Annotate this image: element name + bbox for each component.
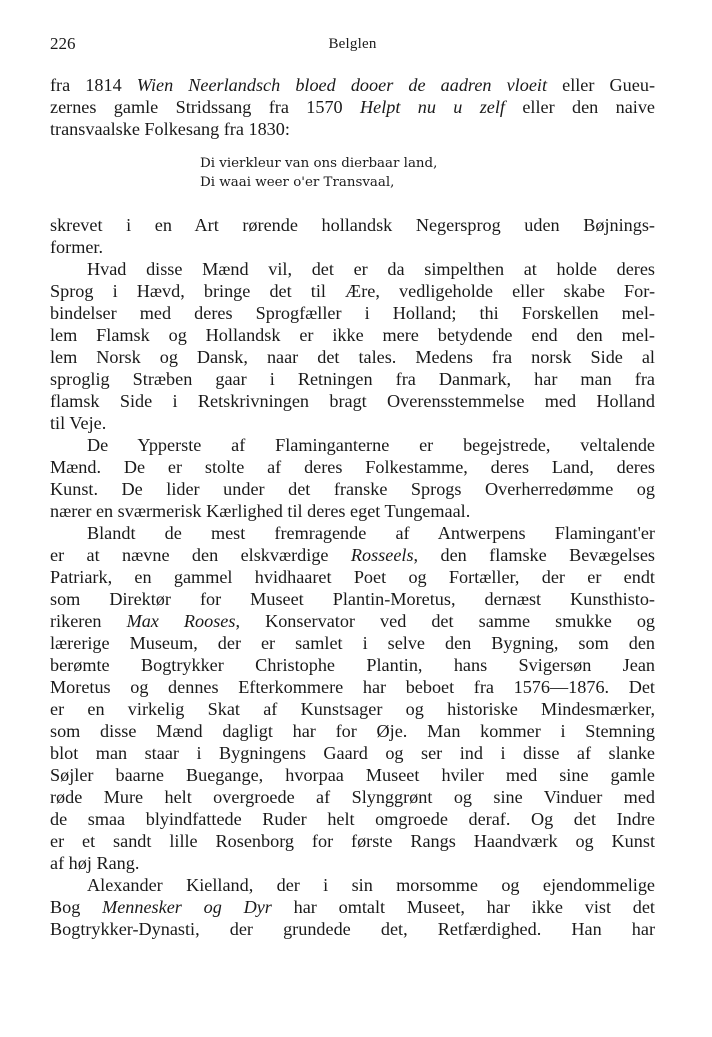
text-run: har omtalt Museet, har ikke vist det	[271, 897, 655, 917]
text-line	[50, 478, 655, 500]
italic-title: Helpt nu u zelf	[359, 97, 505, 117]
text-run: Kunst. De lider under det franske Sprogs Overherredømme og	[50, 479, 655, 499]
text-run: Blandt de mest fremragende af Antwerpens Flamingant'er	[87, 523, 655, 543]
text-line	[50, 764, 655, 786]
text-run: skrevet i en Art rørende hollandsk Negersprog uden Bøjnings-	[50, 215, 655, 235]
text-line	[50, 830, 655, 852]
text-line	[50, 676, 655, 698]
running-title: Belglen	[328, 36, 377, 52]
text-run: er en virkelig Skat af Kunstsager og historiske Mindesmærker,	[50, 699, 655, 719]
quoted-verse	[50, 154, 655, 192]
text-run: Mænd. De er stolte af deres Folkestamme, deres Land, deres	[50, 457, 655, 477]
text-line	[50, 214, 655, 236]
text-run: er at nævne den elskværdige	[50, 545, 351, 565]
text-run: er et sandt lille Rosenborg for første Rangs Haandværk og Kunst	[50, 831, 655, 851]
text-run: Bogtrykker-Dynasti, der grundede det, Retfærdighed. Han har	[50, 919, 655, 939]
text-line	[50, 720, 655, 742]
text-run: sproglig Stræben gaar i Retningen fra Danmark, har man fra	[50, 369, 655, 389]
text-run: blot man staar i Bygningens Gaard og ser ind i disse af slanke	[50, 743, 655, 763]
text-run: berømte Bogtrykker Christophe Plantin, hans Svigersøn Jean	[50, 655, 655, 675]
text-run: rikeren	[50, 611, 127, 631]
text-run: , den flamske Bevægelses	[413, 545, 655, 565]
italic-title: Mennesker og Dyr	[102, 897, 272, 917]
text-run: De Ypperste af Flaminganterne er begejstrede, veltalende	[87, 435, 655, 455]
text-line	[50, 500, 655, 522]
text-run: former.	[50, 237, 104, 257]
text-line	[50, 742, 655, 764]
text-line	[50, 456, 655, 478]
page-header	[50, 30, 655, 58]
text-run: zernes gamle Stridssang fra 1570	[50, 97, 360, 117]
text-line	[50, 280, 655, 302]
text-run: , Konservator ved det samme smukke og	[235, 611, 656, 631]
verse-line: Di waai weer o'er Transvaal,	[200, 175, 395, 190]
text-line	[50, 434, 655, 456]
text-line	[50, 390, 655, 412]
italic-title: Rosseels	[350, 545, 414, 565]
text-line	[50, 874, 655, 896]
text-line	[50, 698, 655, 720]
text-run: Hvad disse Mænd vil, det er da simpelthen at holde deres	[87, 259, 655, 279]
text-run: Moretus og dennes Efterkommere har beboet fra 1576—1876. Det	[50, 677, 655, 697]
text-line	[50, 896, 655, 918]
text-line	[50, 412, 655, 434]
text-line	[50, 852, 655, 874]
text-line	[50, 808, 655, 830]
text-line	[50, 588, 655, 610]
text-run: lem Flamsk og Hollandsk er ikke mere betydende end den mel-	[50, 325, 655, 345]
text-run: transvaalske Folkesang fra 1830:	[50, 119, 290, 139]
text-line	[50, 324, 655, 346]
text-run: som disse Mænd dagligt har for Øje. Man kommer i Stemning	[50, 721, 655, 741]
text-run: lem Norsk og Dansk, naar det tales. Medens fra norsk Side al	[50, 347, 655, 367]
text-line	[50, 544, 655, 566]
text-run: de smaa blyindfattede Ruder helt omgroede deraf. Og det Indre	[50, 809, 655, 829]
italic-title: Max Rooses	[126, 611, 236, 631]
text-line	[50, 96, 655, 118]
text-line	[50, 566, 655, 588]
verse-line: Di vierkleur van ons dierbaar land,	[200, 156, 438, 171]
text-run: lærerige Museum, der er samlet i selve den Bygning, som den	[50, 633, 655, 653]
text-line	[50, 118, 655, 140]
text-line	[50, 368, 655, 390]
text-run: eller Gueu-	[547, 75, 655, 95]
text-run: som Direktør for Museet Plantin-Moretus, dernæst Kunsthisto-	[50, 589, 655, 609]
text-line	[50, 918, 655, 940]
page-number: 226	[50, 34, 76, 53]
text-line	[50, 236, 655, 258]
text-line	[50, 346, 655, 368]
text-run: røde Mure helt overgroede af Slynggrønt og sine Vinduer med	[50, 787, 655, 807]
text-run: flamsk Side i Retskrivningen bragt Overensstemmelse med Holland	[50, 391, 655, 411]
text-run: Alexander Kielland, der i sin morsomme og ejendommelige	[87, 875, 655, 895]
text-run: Patriark, en gammel hvidhaaret Poet og Fortæller, der er endt	[50, 567, 655, 587]
text-run: Bog	[50, 897, 103, 917]
text-run: fra 1814	[50, 75, 137, 95]
text-run: nærer en sværmerisk Kærlighed til deres eget Tungemaal.	[50, 501, 471, 521]
text-line	[50, 654, 655, 676]
italic-title: Wien Neerlandsch bloed dooer de aadren vloeit	[136, 75, 548, 95]
text-run: Søjler baarne Buegange, hvorpaa Museet hviler med sine gamle	[50, 765, 655, 785]
text-line	[50, 258, 655, 280]
text-line	[50, 522, 655, 544]
text-line	[50, 786, 655, 808]
text-line	[50, 302, 655, 324]
body-text	[50, 74, 655, 940]
text-run: af høj Rang.	[50, 853, 140, 873]
text-run: bindelser med deres Sprogfæller i Holland; thi Forskellen mel-	[50, 303, 655, 323]
text-run: Sprog i Hævd, bringe det til Ære, vedligeholde eller skabe For-	[50, 281, 655, 301]
text-line	[50, 632, 655, 654]
text-run: til Veje.	[50, 413, 107, 433]
text-line	[50, 610, 655, 632]
text-line	[50, 74, 655, 96]
text-run: eller den naive	[504, 97, 655, 117]
